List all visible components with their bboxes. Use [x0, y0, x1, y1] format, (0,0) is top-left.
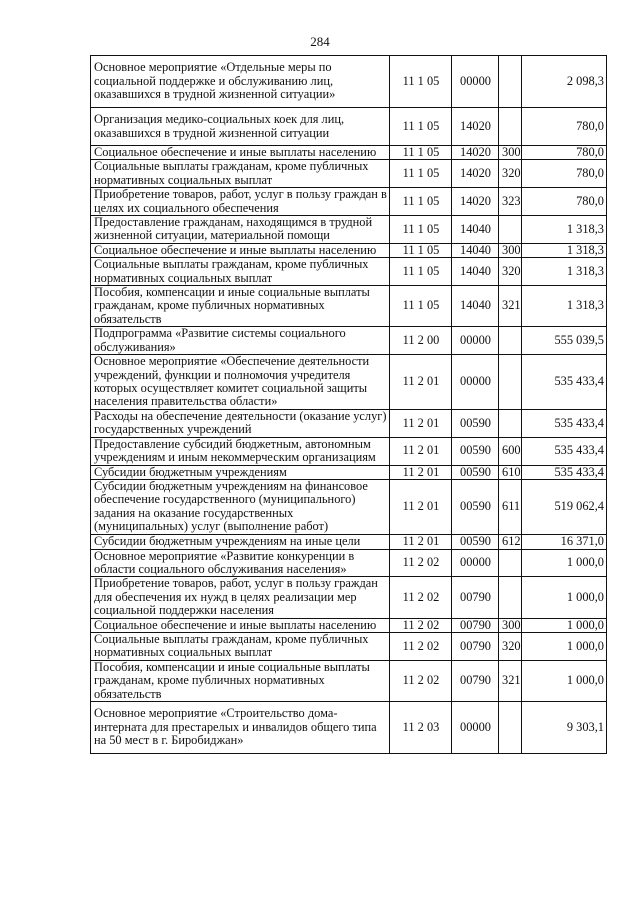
table-row	[91, 146, 607, 160]
row-name: Подпрограмма «Развитие системы социального обслуживания»	[91, 327, 390, 355]
row-amount: 1 318,3	[522, 216, 607, 244]
row-amount: 1 318,3	[522, 286, 607, 327]
row-code: 11 1 05	[390, 286, 452, 327]
row-number: 14020	[452, 188, 499, 216]
row-expense-type	[499, 327, 522, 355]
row-number: 00790	[452, 633, 499, 661]
row-code: 11 2 01	[390, 534, 452, 549]
row-code: 11 2 01	[390, 479, 452, 534]
row-name: Социальное обеспечение и иные выплаты населению	[91, 618, 390, 632]
row-name: Организация медико-социальных коек для лиц, оказавшихся в трудной жизненной ситуации	[91, 108, 390, 146]
row-code: 11 1 05	[390, 56, 452, 108]
row-number: 14040	[452, 216, 499, 244]
row-name: Субсидии бюджетным учреждениям	[91, 465, 390, 479]
row-name: Субсидии бюджетным учреждениям на иные цели	[91, 534, 390, 549]
table-row	[91, 409, 607, 437]
row-expense-type: 321	[499, 660, 522, 701]
row-code: 11 2 01	[390, 437, 452, 465]
row-number: 14020	[452, 146, 499, 160]
row-name: Расходы на обеспечение деятельности (оказание услуг) государственных учреждений	[91, 409, 390, 437]
row-amount: 780,0	[522, 188, 607, 216]
row-code: 11 2 01	[390, 355, 452, 410]
row-amount: 535 433,4	[522, 409, 607, 437]
row-expense-type: 300	[499, 618, 522, 632]
row-expense-type: 320	[499, 160, 522, 188]
row-number: 00790	[452, 577, 499, 618]
row-amount: 780,0	[522, 160, 607, 188]
row-name: Социальные выплаты гражданам, кроме публичных нормативных социальных выплат	[91, 258, 390, 286]
table-row	[91, 549, 607, 577]
table-row	[91, 618, 607, 632]
row-name: Социальные выплаты гражданам, кроме публичных нормативных социальных выплат	[91, 160, 390, 188]
row-amount: 16 371,0	[522, 534, 607, 549]
row-name: Предоставление субсидий бюджетным, автономным учреждениям и иным некоммерческим организациям	[91, 437, 390, 465]
row-code: 11 1 05	[390, 216, 452, 244]
budget-table	[90, 55, 607, 754]
row-expense-type: 300	[499, 243, 522, 257]
table-row	[91, 577, 607, 618]
budget-table-body	[91, 56, 607, 754]
row-number: 14040	[452, 286, 499, 327]
row-amount: 535 433,4	[522, 437, 607, 465]
row-expense-type	[499, 549, 522, 577]
table-row	[91, 534, 607, 549]
row-expense-type	[499, 409, 522, 437]
row-name: Пособия, компенсации и иные социальные выплаты гражданам, кроме публичных нормативных обязательств	[91, 660, 390, 701]
row-name: Социальное обеспечение и иные выплаты населению	[91, 146, 390, 160]
row-amount: 1 000,0	[522, 660, 607, 701]
row-code: 11 2 03	[390, 702, 452, 754]
table-row	[91, 355, 607, 410]
row-number: 14040	[452, 258, 499, 286]
row-name: Основное мероприятие «Обеспечение деятельности учреждений, функции и полномочия учредителя которых осуществляет комитет социальной защиты населения правительства области»	[91, 355, 390, 410]
row-code: 11 1 05	[390, 108, 452, 146]
row-expense-type: 612	[499, 534, 522, 549]
table-row	[91, 327, 607, 355]
row-expense-type	[499, 702, 522, 754]
table-row	[91, 160, 607, 188]
row-number: 00590	[452, 409, 499, 437]
row-name: Приобретение товаров, работ, услуг в пользу граждан для обеспечения их нужд в целях реализации мер социальной поддержки населения	[91, 577, 390, 618]
row-name: Пособия, компенсации и иные социальные выплаты гражданам, кроме публичных нормативных обязательств	[91, 286, 390, 327]
row-number: 14020	[452, 108, 499, 146]
row-code: 11 2 02	[390, 660, 452, 701]
row-code: 11 2 02	[390, 549, 452, 577]
row-expense-type: 323	[499, 188, 522, 216]
row-expense-type	[499, 108, 522, 146]
row-number: 00000	[452, 56, 499, 108]
table-row	[91, 108, 607, 146]
row-amount: 535 433,4	[522, 355, 607, 410]
table-row	[91, 188, 607, 216]
row-amount: 2 098,3	[522, 56, 607, 108]
row-name: Основное мероприятие «Строительство дома-интерната для престарелых и инвалидов общего типа на 50 мест в г. Биробиджан»	[91, 702, 390, 754]
row-name: Субсидии бюджетным учреждениям на финансовое обеспечение государственного (муниципального) задания на оказание государственных (муниципальных) услуг (выполнение работ)	[91, 479, 390, 534]
row-number: 00590	[452, 437, 499, 465]
row-number: 14020	[452, 160, 499, 188]
row-code: 11 2 00	[390, 327, 452, 355]
table-row	[91, 479, 607, 534]
row-number: 00790	[452, 618, 499, 632]
row-amount: 555 039,5	[522, 327, 607, 355]
row-expense-type: 610	[499, 465, 522, 479]
row-expense-type	[499, 577, 522, 618]
row-code: 11 1 05	[390, 146, 452, 160]
row-expense-type: 320	[499, 258, 522, 286]
row-expense-type	[499, 56, 522, 108]
row-name: Предоставление гражданам, находящимся в трудной жизненной ситуации, материальной помощи	[91, 216, 390, 244]
row-expense-type: 611	[499, 479, 522, 534]
page-number: 284	[310, 34, 330, 49]
row-code: 11 1 05	[390, 160, 452, 188]
row-name: Социальные выплаты гражданам, кроме публичных нормативных социальных выплат	[91, 633, 390, 661]
row-amount: 9 303,1	[522, 702, 607, 754]
row-number: 00000	[452, 702, 499, 754]
row-amount: 780,0	[522, 108, 607, 146]
row-amount: 1 000,0	[522, 633, 607, 661]
row-expense-type: 600	[499, 437, 522, 465]
row-number: 00790	[452, 660, 499, 701]
row-number: 00590	[452, 465, 499, 479]
row-number: 00000	[452, 355, 499, 410]
row-code: 11 2 01	[390, 409, 452, 437]
row-amount: 1 318,3	[522, 258, 607, 286]
table-row	[91, 465, 607, 479]
row-amount: 1 000,0	[522, 618, 607, 632]
row-expense-type: 321	[499, 286, 522, 327]
table-row	[91, 437, 607, 465]
row-amount: 1 318,3	[522, 243, 607, 257]
row-name: Основное мероприятие «Отдельные меры по социальной поддержке и обслуживанию лиц, оказавшихся в трудной жизненной ситуации»	[91, 56, 390, 108]
table-row	[91, 633, 607, 661]
table-row	[91, 216, 607, 244]
row-expense-type: 300	[499, 146, 522, 160]
row-amount: 1 000,0	[522, 549, 607, 577]
row-expense-type: 320	[499, 633, 522, 661]
row-name: Основное мероприятие «Развитие конкуренции в области социального обслуживания населения»	[91, 549, 390, 577]
row-code: 11 2 01	[390, 465, 452, 479]
row-name: Социальное обеспечение и иные выплаты населению	[91, 243, 390, 257]
row-expense-type	[499, 216, 522, 244]
row-number: 00590	[452, 534, 499, 549]
row-amount: 1 000,0	[522, 577, 607, 618]
row-code: 11 2 02	[390, 633, 452, 661]
row-amount: 519 062,4	[522, 479, 607, 534]
row-code: 11 1 05	[390, 243, 452, 257]
row-code: 11 1 05	[390, 188, 452, 216]
table-row	[91, 286, 607, 327]
row-number: 00590	[452, 479, 499, 534]
row-amount: 780,0	[522, 146, 607, 160]
table-row	[91, 56, 607, 108]
table-row	[91, 243, 607, 257]
row-code: 11 2 02	[390, 618, 452, 632]
row-number: 00000	[452, 549, 499, 577]
table-row	[91, 660, 607, 701]
table-row	[91, 258, 607, 286]
row-code: 11 1 05	[390, 258, 452, 286]
row-number: 14040	[452, 243, 499, 257]
row-expense-type	[499, 355, 522, 410]
row-number: 00000	[452, 327, 499, 355]
row-amount: 535 433,4	[522, 465, 607, 479]
table-row	[91, 702, 607, 754]
row-name: Приобретение товаров, работ, услуг в пользу граждан в целях их социального обеспечения	[91, 188, 390, 216]
row-code: 11 2 02	[390, 577, 452, 618]
